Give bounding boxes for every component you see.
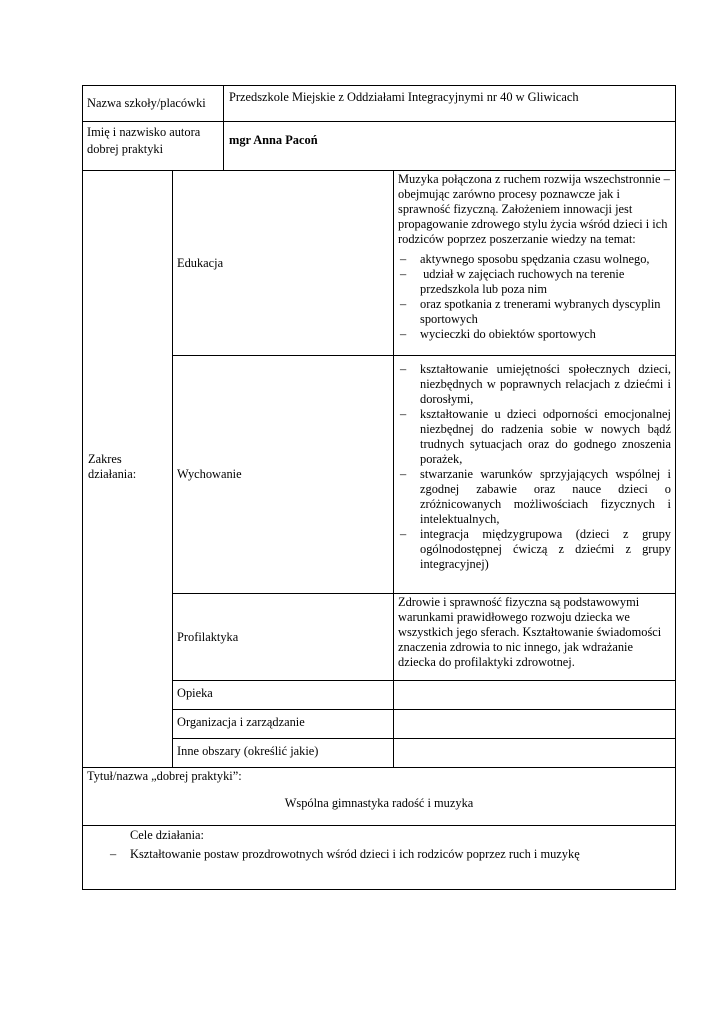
- zakres-name-inne: Inne obszary (określić jakie): [173, 739, 394, 767]
- author-value: mgr Anna Pacoń: [229, 133, 318, 147]
- good-practice-form: [82, 85, 676, 890]
- school-label: Nazwa szkoły/placówki: [83, 86, 224, 121]
- cele-section: [82, 826, 676, 890]
- zakres-section: [82, 171, 676, 768]
- zakres-name-profilaktyka: Profilaktyka: [173, 594, 394, 681]
- cele-label: Cele działania:: [130, 828, 204, 842]
- zakres-content-wychowanie: [394, 356, 675, 593]
- dash-bullet: –: [110, 847, 117, 861]
- zakres-name-opieka: Opieka: [173, 681, 394, 709]
- zakres-row-wychowanie: [173, 355, 675, 593]
- zakres-row-organizacja: [173, 709, 675, 738]
- list-item: – wycieczki do obiektów sportowych: [398, 327, 671, 342]
- zakres-content-inne: [394, 739, 675, 767]
- zakres-label-line2: działania:: [88, 467, 137, 481]
- wychowanie-list: [398, 362, 671, 572]
- tytul-label: Tytuł/nazwa „dobrej praktyki”:: [87, 769, 242, 783]
- zakres-row-profilaktyka: [173, 593, 675, 681]
- cele-item-text: Kształtowanie postaw prozdrowotnych wśród dzieci i ich rodziców poprzez ruch i muzykę: [130, 847, 580, 861]
- tytul-section: [82, 768, 676, 826]
- zakres-label: [83, 171, 173, 767]
- cele-item: [110, 847, 580, 862]
- author-label-line2: dobrej praktyki: [87, 142, 164, 156]
- zakres-label-line1: Zakres: [88, 452, 122, 466]
- list-item: – stwarzanie warunków sprzyjających wspólnej i zgodnej zabawie oraz nauce dzieci o zróżnicowanych możliwościach fizycznych i intelektualnych,: [398, 467, 671, 527]
- zakres-row-opieka: [173, 680, 675, 709]
- school-value: Przedszkole Miejskie z Oddziałami Integracyjnymi nr 40 w Gliwicach: [229, 90, 579, 104]
- zakres-content-edukacja: [394, 171, 675, 355]
- zakres-content-profilaktyka: Zdrowie i sprawność fizyczna są podstawowymi warunkami prawidłowego rozwoju dziecka we wszystkich jego sferach. Kształtowanie świadomości znaczenia zdrowia to nic innego, jak wdrażanie dziecka do profilaktyki zdrowotnej.: [398, 594, 662, 669]
- list-item: – kształtowanie umiejętności społecznych dzieci, niezbędnych w poprawnych relacjach z dziećmi i dorosłymi,: [398, 362, 671, 407]
- list-item: – udział w zajęciach ruchowych na terenie przedszkola lub poza nim: [398, 267, 671, 297]
- zakres-content-organizacja: [394, 710, 675, 738]
- zakres-content-opieka: [394, 681, 675, 709]
- zakres-grid: [173, 171, 675, 767]
- zakres-row-edukacja: [173, 171, 675, 355]
- edukacja-list: [398, 252, 671, 342]
- list-item: – integracja międzygrupowa (dzieci z grupy ogólnodostępnej ćwiczą z dziećmi z grupy integracyjnej): [398, 527, 671, 572]
- zakres-name-organizacja: Organizacja i zarządzanie: [173, 710, 394, 738]
- tytul-value: Wspólna gimnastyka radość i muzyka: [284, 796, 474, 810]
- list-item: – aktywnego sposobu spędzania czasu wolnego,: [398, 252, 671, 267]
- author-label: [83, 122, 224, 170]
- zakres-row-inne: [173, 738, 675, 767]
- zakres-name-wychowanie: Wychowanie: [173, 356, 394, 593]
- school-row: [82, 85, 676, 122]
- list-item: – oraz spotkania z trenerami wybranych dyscyplin sportowych: [398, 297, 671, 327]
- zakres-name-edukacja: Edukacja: [173, 171, 394, 355]
- edukacja-intro: Muzyka połączona z ruchem rozwija wszechstronnie – obejmując zarówno procesy poznawcze jak i sprawność fizyczną. Założeniem innowacji jest propagowanie zdrowego stylu życia wśród dzieci i ich rodziców poprzez poszerzanie wiedzy na temat:: [398, 172, 670, 246]
- author-label-line1: Imię i nazwisko autora: [87, 125, 201, 139]
- list-item: – kształtowanie u dzieci odporności emocjonalnej niezbędnej do radzenia sobie w nowych bądź trudnych sytuacjach oraz do godnego znoszenia porażek,: [398, 407, 671, 467]
- author-row: [82, 122, 676, 171]
